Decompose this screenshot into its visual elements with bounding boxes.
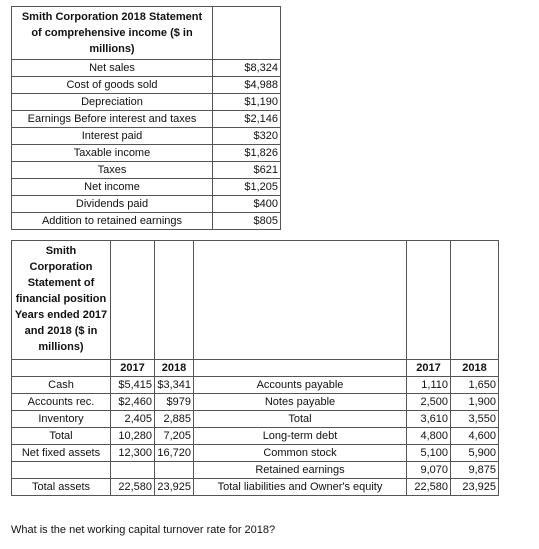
income-row (12, 60, 281, 77)
asset-2017-value: 12,300 (111, 445, 155, 462)
asset-2017-value: 10,280 (111, 428, 155, 445)
empty-cell (451, 241, 499, 360)
income-row-label: Taxable income (12, 145, 213, 162)
liability-2017-value: 4,800 (407, 428, 451, 445)
empty-cell (194, 360, 407, 377)
liability-2018-value: 23,925 (451, 479, 499, 496)
liability-2017-value: 9,070 (407, 462, 451, 479)
empty-cell (407, 241, 451, 360)
income-row (12, 145, 281, 162)
asset-2017-value: $5,415 (111, 377, 155, 394)
income-row-label: Net income (12, 179, 213, 196)
income-row-value: $4,988 (213, 77, 281, 94)
income-statement-title-value-cell (213, 7, 281, 60)
income-row (12, 77, 281, 94)
asset-2018-value: 23,925 (155, 479, 194, 496)
balance-row (12, 479, 499, 496)
asset-label: Inventory (12, 411, 111, 428)
liability-2017-value: 22,580 (407, 479, 451, 496)
income-row-label: Earnings Before interest and taxes (12, 111, 213, 128)
income-row-value: $805 (213, 213, 281, 230)
income-row-value: $621 (213, 162, 281, 179)
empty-cell (111, 241, 155, 360)
asset-2018-value: 2,885 (155, 411, 194, 428)
balance-sheet-title: Smith Corporation Statement of financial position Years ended 2017 and 2018 ($ in millions) (12, 241, 111, 360)
balance-row (12, 462, 499, 479)
liability-2018-value: 4,600 (451, 428, 499, 445)
income-row-label: Addition to retained earnings (12, 213, 213, 230)
empty-cell (12, 360, 111, 377)
liability-2018-value: 1,900 (451, 394, 499, 411)
asset-2017-value: 22,580 (111, 479, 155, 496)
liability-2017-value: 3,610 (407, 411, 451, 428)
liability-label: Retained earnings (194, 462, 407, 479)
liability-2018-value: 9,875 (451, 462, 499, 479)
liability-2018-value: 1,650 (451, 377, 499, 394)
income-row-label: Taxes (12, 162, 213, 179)
empty-cell (155, 241, 194, 360)
asset-year-2017-header: 2017 (111, 360, 155, 377)
income-row-label: Interest paid (12, 128, 213, 145)
income-row-label: Net sales (12, 60, 213, 77)
income-statement-table (11, 6, 281, 230)
question-text: What is the net working capital turnover rate for 2018? (11, 524, 276, 536)
asset-2017-value: $2,460 (111, 394, 155, 411)
asset-label: Net fixed assets (12, 445, 111, 462)
asset-label (12, 462, 111, 479)
balance-row (12, 445, 499, 462)
asset-2018-value: 16,720 (155, 445, 194, 462)
income-row (12, 128, 281, 145)
empty-cell (194, 241, 407, 360)
liability-2017-value: 1,110 (407, 377, 451, 394)
asset-2017-value (111, 462, 155, 479)
income-row-value: $1,205 (213, 179, 281, 196)
income-row-label: Depreciation (12, 94, 213, 111)
income-statement-title: Smith Corporation 2018 Statement of comprehensive income ($ in millions) (12, 7, 213, 60)
liability-2018-value: 5,900 (451, 445, 499, 462)
income-row-value: $320 (213, 128, 281, 145)
balance-row (12, 428, 499, 445)
liability-2017-value: 5,100 (407, 445, 451, 462)
income-row-value: $8,324 (213, 60, 281, 77)
liability-year-2018-header: 2018 (451, 360, 499, 377)
income-row-label: Cost of goods sold (12, 77, 213, 94)
liability-label: Long-term debt (194, 428, 407, 445)
income-row-value: $1,826 (213, 145, 281, 162)
asset-label: Total (12, 428, 111, 445)
asset-label: Cash (12, 377, 111, 394)
liability-label: Common stock (194, 445, 407, 462)
liability-2017-value: 2,500 (407, 394, 451, 411)
liability-year-2017-header: 2017 (407, 360, 451, 377)
income-row (12, 196, 281, 213)
income-row (12, 162, 281, 179)
balance-row (12, 377, 499, 394)
balance-row (12, 394, 499, 411)
income-row (12, 213, 281, 230)
liability-label: Total (194, 411, 407, 428)
income-row-value: $1,190 (213, 94, 281, 111)
income-row-label: Dividends paid (12, 196, 213, 213)
balance-row (12, 411, 499, 428)
asset-2018-value: $979 (155, 394, 194, 411)
liability-label: Accounts payable (194, 377, 407, 394)
asset-2018-value: $3,341 (155, 377, 194, 394)
liability-label: Total liabilities and Owner's equity (194, 479, 407, 496)
income-row (12, 179, 281, 196)
asset-year-2018-header: 2018 (155, 360, 194, 377)
asset-2018-value: 7,205 (155, 428, 194, 445)
asset-label: Total assets (12, 479, 111, 496)
income-row (12, 94, 281, 111)
asset-2018-value (155, 462, 194, 479)
asset-2017-value: 2,405 (111, 411, 155, 428)
income-row-value: $400 (213, 196, 281, 213)
liability-2018-value: 3,550 (451, 411, 499, 428)
income-row (12, 111, 281, 128)
income-row-value: $2,146 (213, 111, 281, 128)
balance-sheet-table (11, 240, 499, 496)
asset-label: Accounts rec. (12, 394, 111, 411)
liability-label: Notes payable (194, 394, 407, 411)
